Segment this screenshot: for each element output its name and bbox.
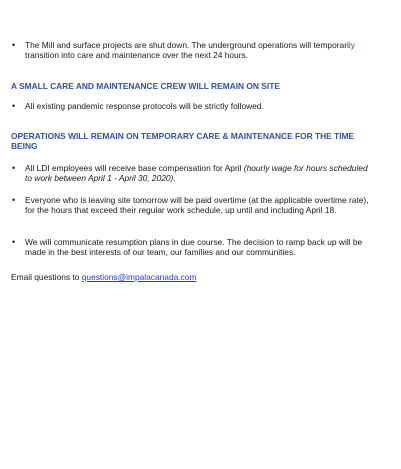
- bullet-text: All existing pandemic response protocols will be strictly followed.: [25, 101, 264, 111]
- bullet-text: transition into care and maintenance over the next 24 hours.: [25, 50, 249, 61]
- section-heading-operations: OPERATIONS WILL REMAIN ON TEMPORARY CARE & MAINTENANCE FOR THE TIME BEING: [11, 131, 355, 152]
- bullet-list-shutdown: [11, 40, 376, 61]
- bullet-list-resumption: [11, 237, 376, 258]
- bullet-list-overtime: [11, 195, 376, 216]
- email-questions-line: [11, 272, 381, 282]
- bullet-text-italic: (hourly wage for hours scheduled to work between April 1 - April 30, 2020).: [25, 163, 368, 184]
- bullet-list-protocols: [11, 101, 376, 111]
- email-prefix: Email questions to: [11, 272, 82, 282]
- bullet-list-compensation: [11, 163, 376, 184]
- bullet-text: We will communicate resumption plans in due course. The decision to ramp back up will be made in the best interests of our team, our families and our communities.: [25, 237, 363, 258]
- bullet-text: All LDI employees will receive base compensation for April: [25, 163, 244, 173]
- list-item: [11, 195, 376, 216]
- section-heading-care-crew: A SMALL CARE AND MAINTENANCE CREW WILL REMAIN ON SITE: [11, 81, 280, 91]
- bullet-text-highlight: ly: [348, 40, 355, 50]
- email-link[interactable]: questions@impalacanada.com: [81, 272, 197, 282]
- bullet-text: The Mill and surface projects are shut down. The underground operations will temporari: [25, 40, 349, 50]
- list-item: [11, 40, 376, 61]
- list-item: [11, 237, 376, 258]
- bullet-text: Everyone who is leaving site tomorrow will be paid overtime (at the applicable overtime rate), for the hours that exceed their regular work schedule, up until and including April 18.: [25, 195, 369, 216]
- list-item: [11, 101, 376, 111]
- list-item: [11, 163, 376, 184]
